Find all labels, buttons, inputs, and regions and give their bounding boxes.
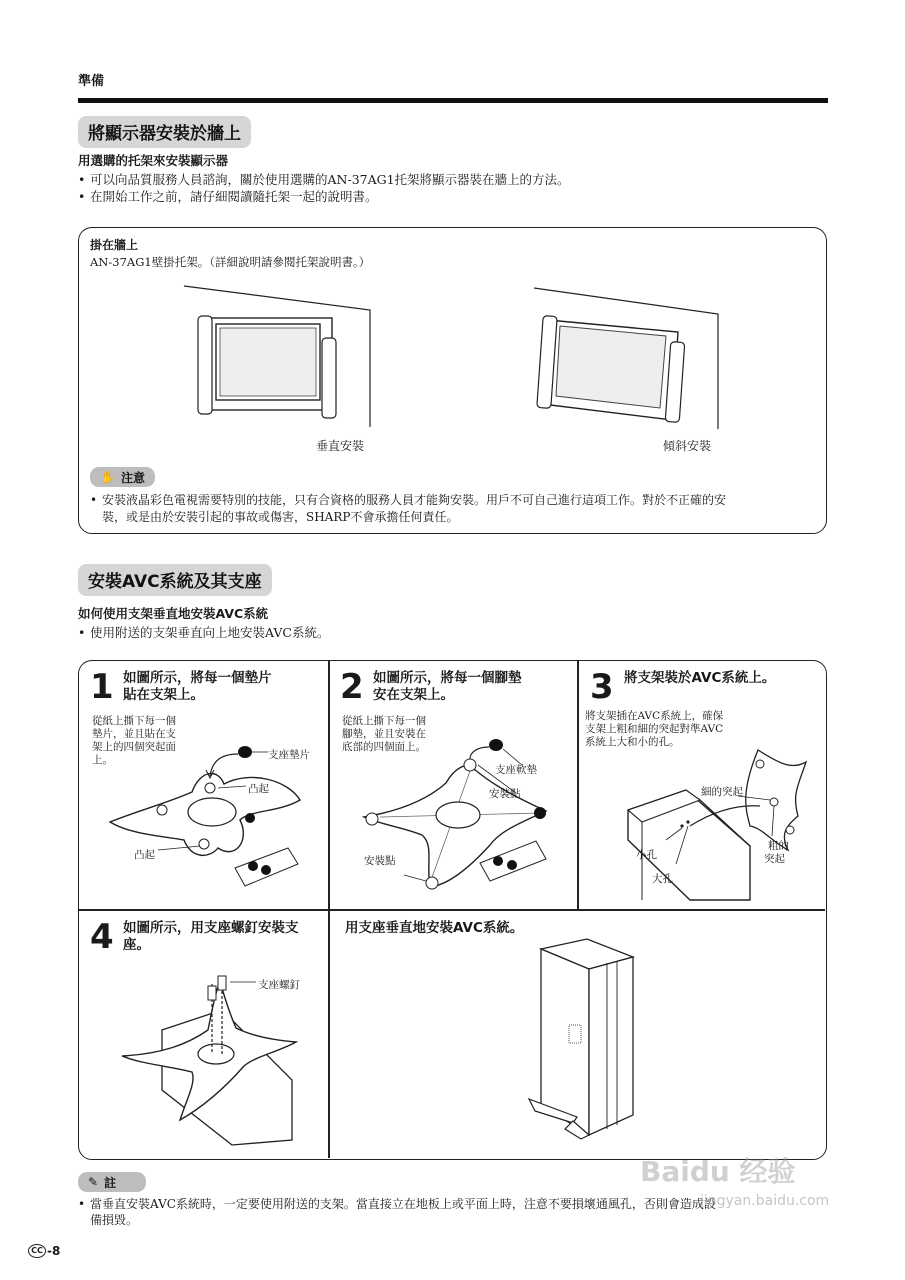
divider-v2 [577, 661, 579, 910]
pencil-icon: ✎ [88, 1175, 99, 1189]
step1-callout-pad: 支座墊片 [268, 749, 310, 761]
step3-number: 3 [590, 667, 614, 707]
section1-title: 將顯示器安裝於牆上 [78, 116, 251, 148]
step3-callout-small: 小孔 [636, 849, 657, 861]
section1-bullet-2: • 在開始工作之前，請仔細閱讀隨托架一起的說明書。 [78, 189, 378, 204]
wall-mount-desc: AN-37AG1壁掛托架。（詳細說明請參閱托架說明書。） [90, 255, 371, 269]
hand-icon: ✋ [100, 470, 115, 484]
wall-mount-heading: 掛在牆上 [90, 238, 139, 252]
step4-title: 如圖所示，用支座螺釘安裝支 座。 [123, 920, 299, 953]
step3-callout-large: 大孔 [652, 873, 673, 885]
cc-badge-icon: CC [28, 1244, 46, 1258]
note-line-1: • 當垂直安裝AVC系統時，一定要使用附送的支架。當直接立在地板上或平面上時，注意不要損壞通風孔，否則會造成設 [78, 1197, 716, 1211]
step4-illustration [112, 970, 322, 1155]
step1-callout-bump1: 凸起 [248, 783, 269, 795]
step2-callout-pad: 支座軟墊 [495, 764, 537, 776]
step3-illustration [610, 730, 820, 905]
step3-callout-thin: 細的突起 [701, 786, 743, 798]
step4-callout-screw: 支座螺釘 [258, 979, 300, 991]
caution-badge [90, 467, 155, 487]
page-number [28, 1244, 60, 1258]
step5-title: 用支座垂直地安裝AVC系統。 [345, 920, 524, 936]
step2-title: 如圖所示，將每一個腳墊 安在支架上。 [373, 670, 522, 703]
divider-h [79, 909, 825, 911]
caution-line-2: 裝，或是由於安裝引起的事故或傷害，SHARP不會承擔任何責任。 [102, 510, 459, 524]
step3-callout-thick-2: 突起 [764, 853, 785, 865]
vertical-mount-illustration [180, 282, 380, 432]
step4-number: 4 [90, 917, 114, 957]
tilt-mount-illustration [530, 284, 730, 434]
step2-desc: 從紙上撕下每一個 腳墊，並且安裝在 底部的四個面上。 [342, 715, 426, 753]
caption-vertical: 垂直安裝 [316, 439, 365, 453]
step2-callout-point1: 安裝點 [489, 788, 521, 800]
section2-title: 安裝AVC系統及其支座 [78, 564, 272, 596]
section1-bullet-1: • 可以向品質服務人員諮詢，關於使用選購的AN-37AG1托架將顯示器裝在牆上的方法。 [78, 172, 570, 187]
note-badge [78, 1172, 146, 1192]
caution-label: 注意 [120, 470, 145, 485]
step2-number: 2 [340, 667, 364, 707]
caution-line-1: • 安裝液晶彩色電視需要特別的技能，只有合資格的服務人員才能夠安裝。用戶不可自己進行這項工作。對於不正確的安 [90, 493, 727, 507]
step3-desc: 將支架插在AVC系統上，確保 支架上粗和細的突起對準AVC 系統上大和小的孔。 [585, 710, 724, 748]
page-number-text: -8 [47, 1244, 61, 1258]
step1-desc: 從紙上撕下每一個 墊片，並且貼在支 架上的四個突起面 上。 [92, 715, 176, 766]
header-rule [78, 98, 828, 103]
watermark-url: jingyan.baidu.com [700, 1193, 830, 1209]
step2-callout-point2: 安裝點 [364, 855, 396, 867]
note-label: 註 [104, 1175, 117, 1190]
step2-illustration [350, 735, 570, 900]
step3-title: 將支架裝於AVC系統上。 [624, 670, 776, 686]
step1-number: 1 [90, 667, 114, 707]
step1-illustration [100, 740, 320, 900]
section-label: 準備 [78, 74, 105, 89]
section1-subhead: 用選購的托架來安裝顯示器 [78, 153, 229, 168]
note-line-2: 備損毀。 [90, 1213, 139, 1227]
watermark-brand: Baidu 经验 [640, 1155, 796, 1188]
step1-callout-bump2: 凸起 [134, 849, 155, 861]
step5-illustration [525, 935, 665, 1145]
section2-bullet: • 使用附送的支架垂直向上地安裝AVC系統。 [78, 625, 330, 640]
section2-subhead: 如何使用支架垂直地安裝AVC系統 [78, 606, 269, 621]
step3-callout-thick-1: 粗的 [768, 840, 789, 852]
caption-tilt: 傾斜安裝 [663, 439, 712, 453]
step1-title: 如圖所示，將每一個墊片 貼在支架上。 [123, 670, 272, 703]
